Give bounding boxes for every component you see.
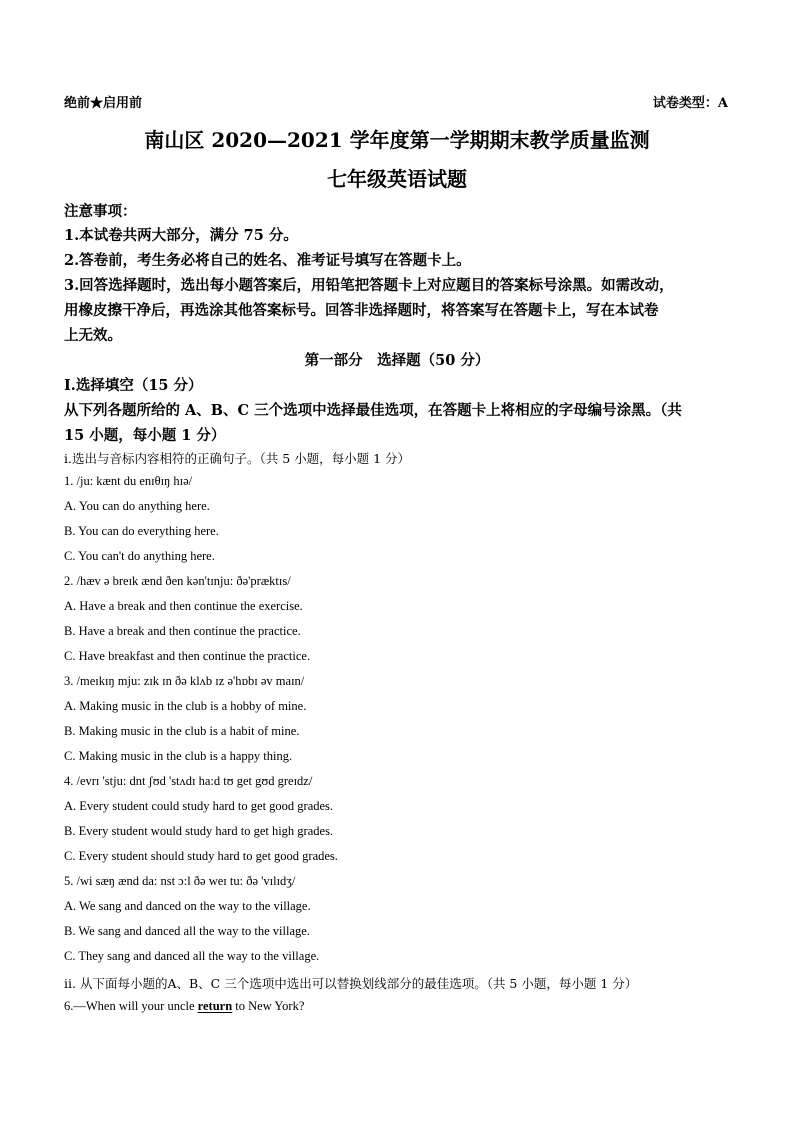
question-6-stem	[64, 999, 304, 1014]
question-6-text-before: 6.—When will your uncle	[64, 999, 198, 1013]
question-5-option-c: C. They sang and danced all the way to the village.	[64, 949, 320, 963]
question-1-option-a: A. You can do anything here.	[64, 499, 210, 513]
notes-heading: 注意事项：	[64, 203, 137, 220]
subsection-i-instruction: i.选出与音标内容相符的正确句子。（共 5 小题，每小题 1 分）	[64, 451, 411, 466]
section-one-instruction-a: 从下列各题所给的 A、B、C 三个选项中选择最佳选项，在答题卡上将相应的字母编号涂黑。（共	[64, 402, 682, 419]
question-4-option-c: C. Every student should study hard to get good grades.	[64, 849, 338, 863]
question-3-option-c: C. Making music in the club is a happy thing.	[64, 749, 293, 763]
note-line-3c: 上无效。	[64, 327, 122, 344]
question-3-option-b: B. Making music in the club is a habit of mine.	[64, 724, 300, 738]
question-3-stem: 3. /meɪkɪŋ mju: zɪk ɪn ðə klʌb ɪz ə'hɒbɪ əv maɪn/	[64, 674, 305, 688]
question-4-option-b: B. Every student would study hard to get high grades.	[64, 824, 334, 838]
section-one-instruction-b: 15 小题，每小题 1 分）	[64, 427, 226, 444]
confidential-label: 绝前★启用前	[64, 96, 143, 111]
exam-subtitle: 七年级英语试题	[327, 167, 467, 191]
paper-type-label: 试卷类型：A	[652, 96, 728, 111]
note-line-2: 2.答卷前，考生务必将自己的姓名、准考证号填写在答题卡上。	[64, 252, 471, 269]
question-3-option-a: A. Making music in the club is a hobby of mine.	[64, 699, 307, 713]
question-1-option-c: C. You can't do anything here.	[64, 549, 215, 563]
note-line-1: 1.本试卷共两大部分，满分 75 分。	[64, 227, 298, 244]
exam-title: 南山区 2020—2021 学年度第一学期期末教学质量监测	[144, 128, 650, 152]
question-5-option-a: A. We sang and danced on the way to the village.	[64, 899, 311, 913]
question-2-option-c: C. Have breakfast and then continue the practice.	[64, 649, 311, 663]
question-5-stem: 5. /wi sæŋ ænd da: nst ɔ:l ðə weɪ tu: ðə 'vɪlɪdʒ/	[64, 874, 296, 888]
question-5-option-b: B. We sang and danced all the way to the village.	[64, 924, 310, 938]
section-one-heading: Ⅰ.选择填空（15 分）	[64, 377, 203, 394]
question-2-option-b: B. Have a break and then continue the practice.	[64, 624, 301, 638]
question-6-underlined-word: return	[197, 999, 233, 1013]
subsection-ii-instruction: ii. 从下面每小题的A、B、C 三个选项中选出可以替换划线部分的最佳选项。（共 5 小题，每小题 1 分）	[64, 976, 638, 991]
note-line-3b: 用橡皮擦干净后，再选涂其他答案标号。回答非选择题时，将答案写在答题卡上，写在本试卷	[64, 302, 659, 319]
question-4-stem: 4. /evrɪ 'stju: dnt ʃʊd 'stʌdɪ ha:d tʊ get gʊd greɪdz/	[64, 774, 313, 788]
question-2-stem: 2. /hæv ə breɪk ænd ðen kən'tɪnju: ðə'præktɪs/	[64, 574, 291, 588]
question-4-option-a: A. Every student could study hard to get good grades.	[64, 799, 334, 813]
note-line-3a: 3.回答选择题时，选出每小题答案后，用铅笔把答题卡上对应题目的答案标号涂黑。如需改动，	[64, 277, 674, 294]
part-one-heading: 第一部分 选择题（50 分）	[304, 352, 490, 369]
question-1-option-b: B. You can do everything here.	[64, 524, 219, 538]
question-6-text-after: to New York?	[232, 999, 305, 1013]
question-2-option-a: A. Have a break and then continue the exercise.	[64, 599, 303, 613]
question-1-stem: 1. /ju: kænt du enɪθɪŋ hɪə/	[64, 474, 193, 488]
